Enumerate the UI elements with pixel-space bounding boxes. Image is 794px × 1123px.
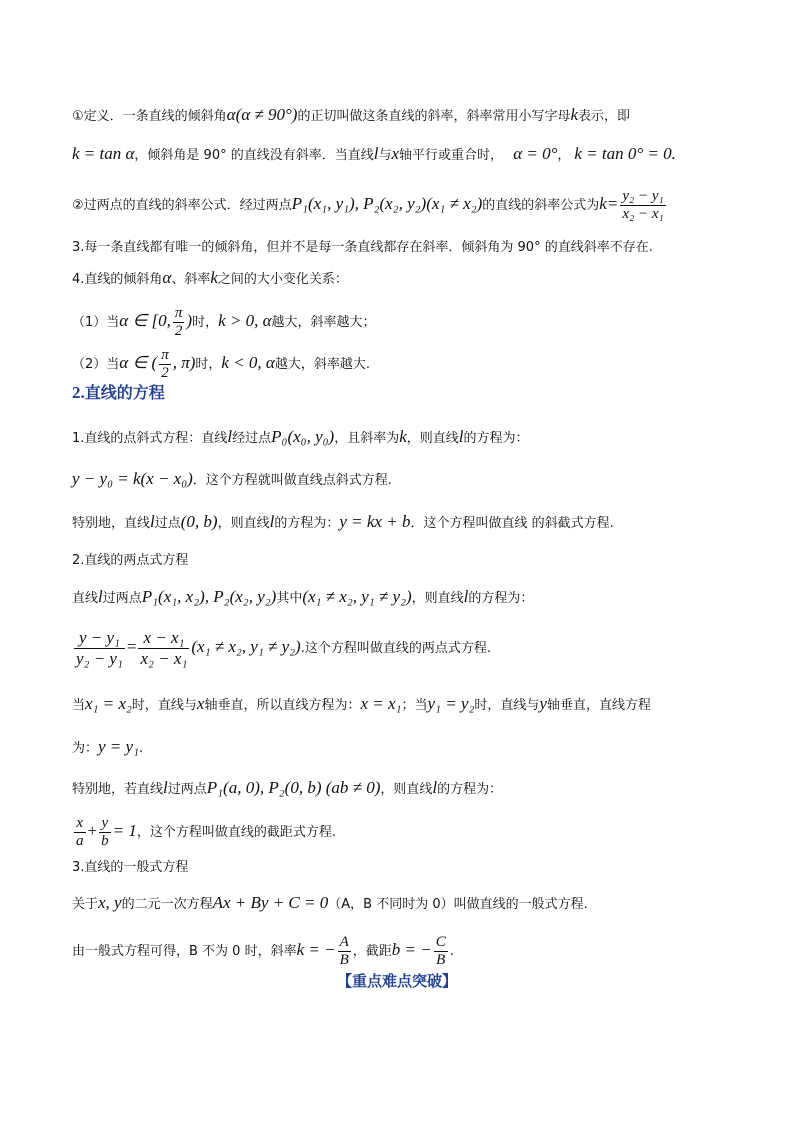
- text: ．这个方程叫做直线 的斜截式方程.: [410, 516, 614, 531]
- text: ，这个方程叫做直线的截距式方程.: [136, 825, 336, 840]
- text: 时，直线与: [474, 698, 540, 713]
- denominator: B: [436, 952, 446, 968]
- text: 与: [378, 148, 392, 163]
- math: k < 0, α: [221, 353, 275, 372]
- text: 过两点: [102, 591, 142, 606]
- math-l: l: [432, 778, 438, 797]
- denominator: x₂ − x₁: [622, 206, 664, 222]
- math-condition: (x₁ ≠ x₂, y₁ ≠ y₂): [302, 587, 412, 606]
- math-k-zero: k = tan 0° = 0.: [574, 144, 676, 163]
- text: 轴平行或重合时，: [399, 148, 504, 163]
- denominator: y₂ − y₁: [76, 649, 123, 668]
- math-point: (0, b): [180, 512, 218, 531]
- definition-line-1: [72, 106, 630, 126]
- math: x = x₁: [360, 694, 402, 713]
- fraction-x-a: [74, 815, 86, 850]
- math-points: P₁(x₁, y₁), P₂(x₂, y₂)(x₁ ≠ x₂): [291, 194, 483, 213]
- text: ①定义．一条直线的倾斜角: [72, 109, 227, 124]
- equation: y = y₁: [98, 737, 139, 756]
- fraction-a-b: [338, 934, 351, 969]
- text: ，倾斜角是 90° 的直线没有斜率．当直线: [134, 148, 374, 163]
- fraction-y-b: [99, 815, 111, 850]
- math-k: k: [399, 427, 407, 446]
- numerator: x: [74, 815, 86, 833]
- text: 特别地，若直线: [72, 782, 164, 797]
- math: α ∈ [0,: [119, 311, 171, 330]
- text: 关于: [72, 897, 99, 912]
- fraction-left: [74, 628, 125, 669]
- math-k: k = −: [296, 940, 336, 959]
- pi-half-fraction: [173, 305, 185, 340]
- math-l: l: [163, 778, 168, 797]
- math-k: k: [570, 105, 579, 124]
- numerator: x − x₁: [138, 628, 189, 649]
- text: 轴垂直，直线方程: [546, 698, 651, 713]
- intercept-intro: [72, 779, 502, 799]
- denominator: 2: [174, 323, 183, 339]
- text: 直线: [72, 591, 99, 606]
- key-points-banner: 【重点难点突破】: [336, 972, 457, 990]
- text: 的方程为：: [463, 431, 529, 446]
- math: α ∈ (: [119, 353, 158, 372]
- text: 其中: [276, 591, 303, 606]
- text: ，则直线: [380, 782, 433, 797]
- math-x: x: [196, 694, 205, 713]
- math-points: P₁(x₁, x₂), P₂(x₂, y₂): [141, 587, 277, 606]
- numerator: A: [339, 934, 349, 950]
- text: ②过两点的直线的斜率公式．经过两点: [72, 198, 292, 213]
- text: （2）当: [72, 357, 120, 372]
- two-point-heading: 2.直线的两点式方程: [72, 553, 189, 568]
- definition-line-2: k = tan α，倾斜角是 90° 的直线没有斜率．当直线l与x轴平行或重合时， α = 0°， k = tan 0° = 0.: [72, 144, 676, 163]
- denominator: B: [339, 952, 349, 968]
- math-k: k: [210, 268, 218, 287]
- point-slope-intro: [72, 428, 529, 448]
- math-k: k=: [599, 194, 619, 213]
- text: 的方程为：: [274, 516, 340, 531]
- heading-text: 直线的方程: [84, 383, 165, 402]
- text: 1.直线的点斜式方程：直线: [72, 431, 228, 446]
- text: ．这个方程就叫做直线点斜式方程.: [192, 473, 392, 488]
- pi-half-fraction: [159, 347, 171, 382]
- text: 时，直线与: [131, 698, 197, 713]
- text: 4.直线的倾斜角: [72, 272, 163, 287]
- math-points: P₁(a, 0), P₂(0, b) (ab ≠ 0): [206, 778, 381, 797]
- math-l: l: [98, 587, 103, 606]
- text: 越大，斜率越大.: [274, 357, 370, 372]
- math-l: l: [463, 587, 469, 606]
- math-alpha: α(α ≠ 90°): [226, 105, 298, 124]
- math-xy: x, y: [98, 893, 122, 912]
- text: ，则直线: [406, 431, 459, 446]
- math: , π): [172, 353, 196, 372]
- statement-3: 3.每一条直线都有唯一的倾斜角，但并不是每一条直线都存在斜率．倾斜角为 90° 的直线斜率不存在.: [72, 240, 653, 255]
- two-point-equation: [72, 628, 491, 669]
- text: ；当: [401, 698, 428, 713]
- math-b: b = −: [391, 940, 432, 959]
- text: ，且斜率为: [334, 431, 400, 446]
- math-alpha: α: [162, 268, 172, 287]
- numerator: y: [99, 815, 111, 833]
- math-y: y: [539, 694, 547, 713]
- math-k-tan: k = tan α: [72, 144, 135, 163]
- heading-number: 2.: [72, 383, 85, 402]
- text: ，截距: [352, 944, 392, 959]
- math-l: l: [150, 512, 155, 531]
- numerator: π: [174, 305, 183, 321]
- math-l: l: [458, 427, 464, 446]
- denominator: b: [101, 833, 109, 849]
- math: x₁ = x₂: [85, 694, 132, 713]
- denominator: 2: [161, 365, 169, 381]
- vertical-horizontal-cont: [72, 738, 143, 758]
- denominator: x₂ − x₁: [140, 649, 188, 668]
- general-form-line: [72, 894, 588, 914]
- text: 的二元一次方程: [121, 897, 213, 912]
- text: 过两点: [167, 782, 207, 797]
- numerator: C: [435, 934, 446, 950]
- numerator: y₂ − y₁: [622, 188, 664, 204]
- denominator: a: [76, 833, 84, 849]
- math-p0: P₀(x₀, y₀): [271, 427, 335, 446]
- equation: = 1: [112, 821, 137, 840]
- math-condition: (x₁ ≠ x₂, y₁ ≠ y₂): [191, 637, 301, 656]
- math: y₁ = y₂: [427, 694, 475, 713]
- vertical-horizontal-line: [72, 695, 651, 715]
- text: 经过点: [232, 431, 272, 446]
- intercept-equation: [72, 815, 336, 850]
- math: ): [186, 311, 193, 330]
- text: 当: [72, 698, 86, 713]
- text: （A，B 不同时为 0）叫做直线的一般式方程.: [328, 897, 588, 912]
- math-x: x: [391, 144, 400, 163]
- text: 时，: [192, 315, 219, 330]
- plus: +: [87, 821, 98, 840]
- equation: y − y₀ = k(x − x₀): [72, 469, 193, 488]
- text: 越大，斜率越大；: [271, 315, 376, 330]
- math-l: l: [269, 512, 275, 531]
- slope-formula-line: [72, 188, 668, 223]
- text: ，则直线: [411, 591, 464, 606]
- fraction-c-b: [434, 934, 448, 969]
- text: 、斜率: [171, 272, 211, 287]
- text: 的正切叫做这条直线的斜率，斜率常用小写字母: [297, 109, 571, 124]
- text: .: [449, 944, 454, 959]
- equation: Ax + By + C = 0: [212, 893, 329, 912]
- case-2: [72, 347, 370, 382]
- slope-intercept-line: [72, 513, 614, 533]
- text: 之间的大小变化关系：: [217, 272, 348, 287]
- section-heading: [72, 384, 165, 402]
- equals: =: [126, 637, 137, 656]
- case-1: [72, 305, 376, 340]
- text: 的方程为：: [437, 782, 503, 797]
- general-form-heading: 3.直线的一般式方程: [72, 860, 189, 875]
- text: .这个方程叫做直线的两点式方程.: [300, 641, 491, 656]
- math-l: l: [373, 144, 379, 163]
- text: 过点: [154, 516, 181, 531]
- text: 的直线的斜率公式为: [482, 198, 600, 213]
- slope-fraction: [620, 188, 665, 223]
- text: ，则直线: [217, 516, 270, 531]
- two-point-intro: [72, 588, 533, 608]
- equation: y = kx + b: [339, 512, 411, 531]
- math: k > 0, α: [218, 311, 272, 330]
- text: 轴垂直，所以直线方程为：: [204, 698, 361, 713]
- text: （1）当: [72, 315, 120, 330]
- numerator: y − y₁: [74, 628, 125, 649]
- text: 的方程为：: [468, 591, 534, 606]
- text: 由一般式方程可得，B 不为 0 时，斜率: [72, 944, 297, 959]
- math-l: l: [227, 427, 233, 446]
- text: .: [139, 741, 144, 756]
- statement-4: [72, 269, 348, 289]
- text: 时，: [195, 357, 222, 372]
- text: 特别地，直线: [72, 516, 151, 531]
- text: 为：: [72, 741, 99, 756]
- general-form-slope: [72, 934, 454, 969]
- point-slope-equation: [72, 470, 392, 490]
- text: 表示，即: [578, 109, 631, 124]
- numerator: π: [161, 347, 169, 363]
- math-alpha-zero: α = 0°: [513, 144, 558, 163]
- fraction-right: [138, 628, 189, 669]
